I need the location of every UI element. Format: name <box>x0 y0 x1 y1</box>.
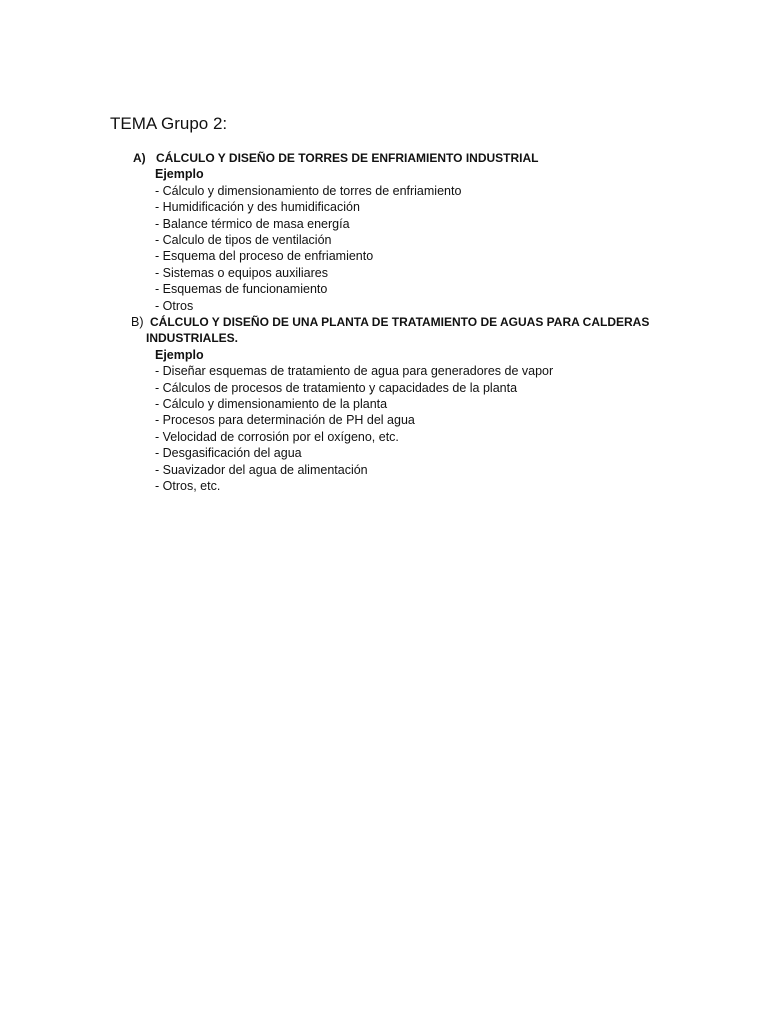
section-b-heading: CÁLCULO Y DISEÑO DE UNA PLANTA DE TRATAMIENTO DE AGUAS PARA CALDERAS <box>150 315 650 329</box>
list-item: - Cálculo y dimensionamiento de torres de enfriamiento <box>155 183 462 198</box>
list-item: - Esquemas de funcionamiento <box>155 282 328 297</box>
list-item: - Procesos para determinación de PH del agua <box>155 413 415 428</box>
section-b <box>0 314 768 494</box>
section-b-heading-line <box>0 314 768 330</box>
list-item: - Cálculo y dimensionamiento de la planta <box>155 396 388 411</box>
document-title: TEMA Grupo 2: <box>110 114 228 133</box>
section-a-marker: A) <box>133 151 146 165</box>
section-a <box>0 150 768 314</box>
section-a-heading-line <box>0 150 768 166</box>
list-item: - Humidificación y des humidificación <box>155 200 360 215</box>
list-item: - Cálculos de procesos de tratamiento y capacidades de la planta <box>155 380 518 395</box>
list-item: - Otros <box>155 298 194 313</box>
list-item: - Velocidad de corrosión por el oxígeno, etc. <box>155 429 399 444</box>
section-b-heading-continuation: INDUSTRIALES. <box>146 331 239 346</box>
section-a-subheading: Ejemplo <box>155 167 204 182</box>
section-a-heading: CÁLCULO Y DISEÑO DE TORRES DE ENFRIAMIENTO INDUSTRIAL <box>156 151 539 165</box>
list-item: - Otros, etc. <box>155 478 221 493</box>
section-b-heading-continuation-line <box>0 330 768 346</box>
section-b-subheading: Ejemplo <box>155 347 204 362</box>
section-b-marker: B) <box>131 315 144 329</box>
list-item: - Balance térmico de masa energía <box>155 216 350 231</box>
list-item: - Calculo de tipos de ventilación <box>155 232 332 247</box>
list-item: - Suavizador del agua de alimentación <box>155 462 368 477</box>
list-item: - Sistemas o equipos auxiliares <box>155 265 328 280</box>
list-item: - Diseñar esquemas de tratamiento de agua para generadores de vapor <box>155 364 554 379</box>
list-item: - Desgasificación del agua <box>155 446 302 461</box>
list-item: - Esquema del proceso de enfriamiento <box>155 249 374 264</box>
